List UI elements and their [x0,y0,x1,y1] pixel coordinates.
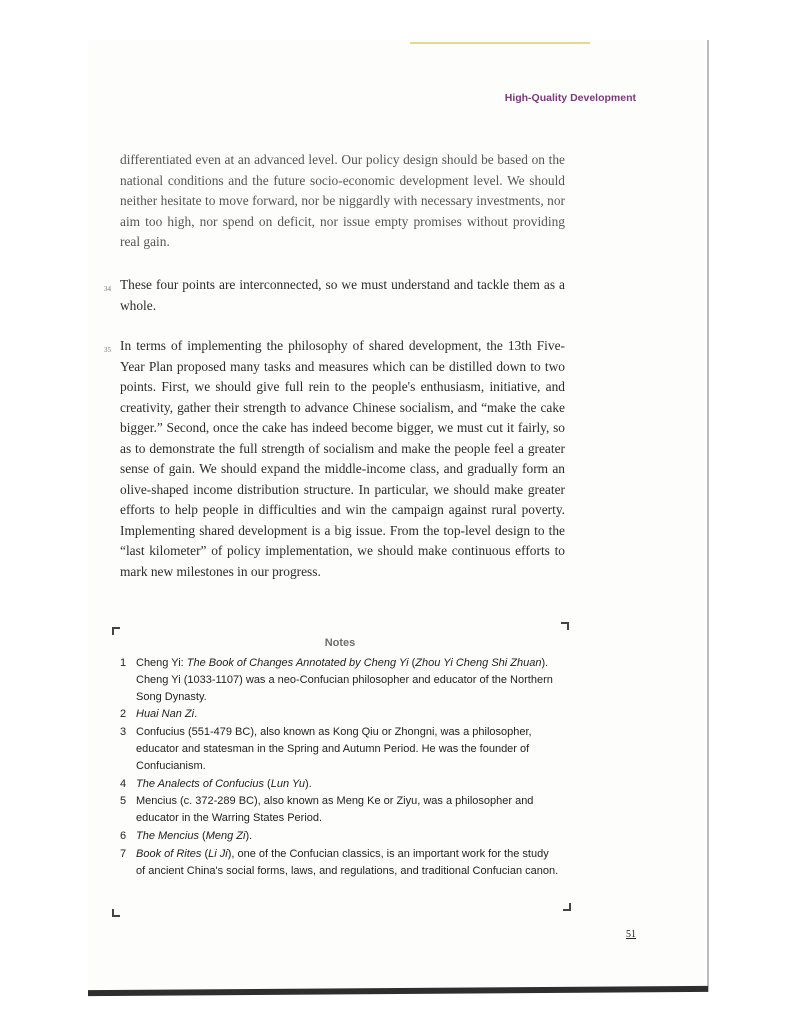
note-number: 5 [120,795,127,808]
note-item [120,706,560,723]
note-item [120,655,560,705]
scan-top-rule [410,42,590,44]
note-number: 4 [120,777,127,790]
note-text: ( [201,847,209,860]
note-title-italic: Zhou Yi Cheng Shi Zhuan [415,657,542,669]
notes-list [120,655,560,880]
crop-mark-bottom-left [112,909,120,917]
note-number: 6 [120,829,127,842]
note-title-italic: The Book of Changes Annotated by Cheng Yi [186,657,409,669]
paragraph-number: 35 [104,346,111,354]
note-item [120,724,560,774]
paragraph-text: In terms of implementing the philosophy of shared development, the 13th Five-Year Plan proposed many tasks and measures which can be distilled down to two points. First, we should give full rein to the people's enthusiasm, initiative, and creativity, gather their strength to advance Chinese socialism, and “make the cake bigger.” Second, once the cake has indeed become bigger, we must cut it fairly, so as to demonstrate the full strength of socialism and make the people feel a greater sense of gain. We should expand the middle-income class, and gradually form an olive-shaped income distribution structure. In particular, we should make greater efforts to help people in difficulties and win the campaign against rural poverty. Implementing shared development is a big issue. From the top-level design to the “last kilometer” of policy implementation, we should make continuous efforts to mark new milestones in our progress. [120,338,565,579]
note-text: ). [245,829,253,842]
running-head: High-Quality Development [504,92,636,104]
note-item [120,846,560,880]
note-text: Confucius (551-479 BC), also known as Kong Qiu or Zhongni, was a philosopher, educator and statesman in the Spring and Autumn Period. He was the founder of Confucianism. [136,726,532,772]
note-text: ( [264,777,271,790]
note-text: Cheng Yi: [136,657,187,669]
note-number: 7 [120,847,127,860]
notes-title: Notes [324,637,356,649]
page-right-edge [707,40,709,992]
crop-mark-bottom-right [563,903,571,911]
paragraph-text: These four points are interconnected, so we must understand and tackle them as a whole. [120,277,565,313]
paragraph-34 [104,275,565,316]
paragraph-text: differentiated even at an advanced level. Our policy design should be based on the national conditions and the future socio-economic development level. We should neither hesitate to move forward, nor be niggardly with necessary investments, nor aim too high, nor spend on deficit, nor issue empty promises without providing real gain. [120,152,565,249]
note-text: . [194,708,198,721]
note-title-italic: Li Ji [208,847,228,860]
note-title-italic: Book of Rites [136,847,202,860]
crop-mark-top-right [561,622,569,630]
note-text: ( [198,829,206,842]
crop-mark-top-left [112,627,120,635]
page-number: 51 [626,929,636,940]
note-item [120,776,560,793]
note-item [120,793,560,827]
note-title-italic: The Analects of Confucius [136,777,264,790]
note-number: 3 [120,726,127,739]
paragraph-35 [104,336,565,582]
note-text: ). [305,777,312,790]
note-title-italic: Meng Zi [205,829,246,842]
paragraph-continued [120,150,565,253]
note-text: ), one of the Confucian classics, is an important work for the study of ancient China's social forms, laws, and regulations, and traditional Confucian canon. [136,847,559,877]
note-text: ( [408,657,416,669]
note-title-italic: The Mencius [136,829,199,842]
note-number: 2 [120,708,127,721]
note-title-italic: Lun Yu [270,777,305,790]
note-text: Mencius (c. 372-289 BC), also known as Meng Ke or Ziyu, was a philosopher and educator in the Warring States Period. [136,795,534,825]
paragraph-number: 34 [104,285,111,293]
note-item [120,828,560,845]
note-title-italic: Huai Nan Zi [136,708,195,721]
note-text: ). Cheng Yi (1033-1107) was a neo-Confucian philosopher and educator of the Northern Song Dynasty. [136,657,553,703]
note-number: 1 [120,657,127,669]
